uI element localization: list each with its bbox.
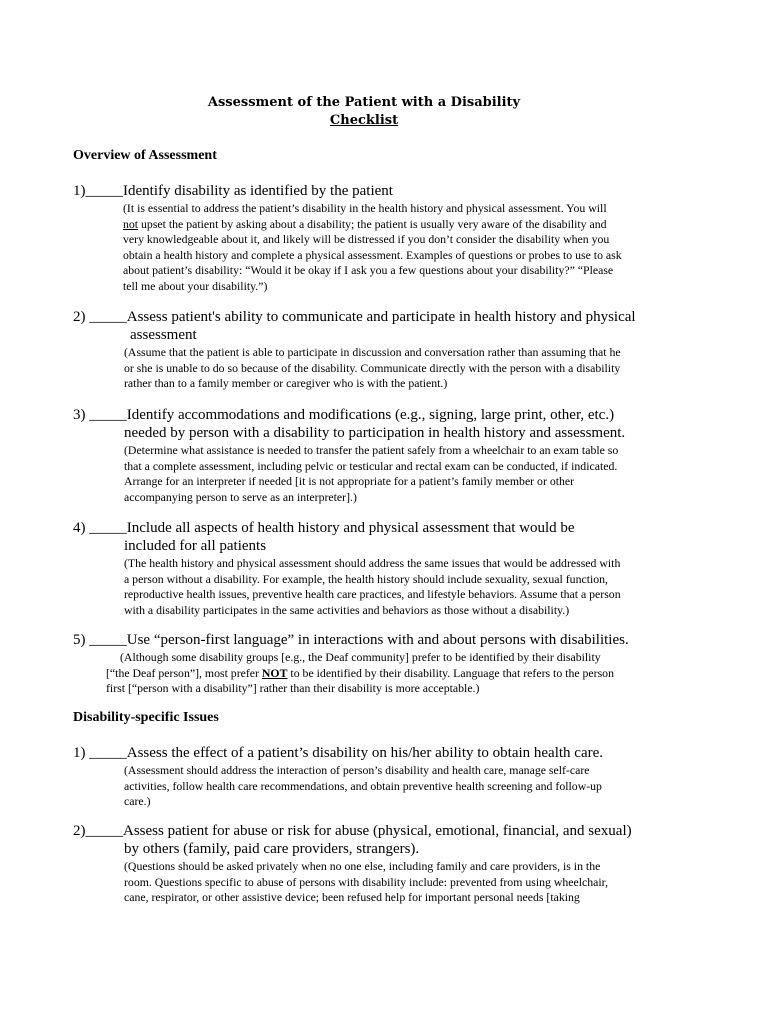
item-note: (Questions should be asked privately when no one else, including family and care providers, is in the room. Questions specific to abuse of persons with disability include: prevented from using wheelchair, cane, respirator, or other assistive device; been refused help for important personal needs [taking bbox=[124, 859, 609, 905]
item-number[interactable]: 2)_____ bbox=[73, 823, 123, 839]
item-text-cont: assessment bbox=[130, 327, 197, 343]
checklist-item bbox=[73, 822, 673, 906]
item-number[interactable]: 1) _____ bbox=[73, 745, 127, 761]
checklist-item bbox=[73, 406, 673, 505]
item-number[interactable]: 2) _____ bbox=[73, 309, 127, 325]
item-number[interactable]: 5) _____ bbox=[73, 632, 127, 648]
item-number[interactable]: 4) _____ bbox=[73, 520, 127, 536]
document-title: Assessment of the Patient with a Disability bbox=[207, 95, 521, 110]
checklist-item bbox=[73, 182, 673, 295]
item-note: (Assume that the patient is able to participate in discussion and conversation rather than assuming that he or she is unable to do so because of the disability. Communicate directly with the person with a disability rather than to a family member or caregiver who is with the patient.) bbox=[124, 345, 621, 391]
item-note: (Assessment should address the interaction of person’s disability and health care, manage self-care activities, follow health care recommendations, and obtain preventive health screening and follow-up care.) bbox=[124, 763, 602, 809]
item-text: Use “person-first language” in interactions with and about persons with disabilities. bbox=[126, 632, 629, 648]
checklist-item bbox=[73, 631, 673, 697]
item-note: (Although some disability groups [e.g., the Deaf community] prefer to be identified by their disability [“the Deaf person”], most prefer NOT to be identified by their disability. Language that refers to the person first [“person with a disability”] rather than their disability is more acceptable.) bbox=[106, 650, 614, 696]
section-heading-overview: Overview of Assessment bbox=[73, 148, 217, 163]
section-heading-disability-specific: Disability-specific Issues bbox=[73, 710, 219, 725]
item-text: Identify accommodations and modifications (e.g., signing, large print, other, etc.) bbox=[126, 407, 615, 423]
item-text: Assess patient for abuse or risk for abuse (physical, emotional, financial, and sexual) bbox=[123, 823, 632, 839]
item-number[interactable]: 1)_____ bbox=[73, 183, 123, 199]
item-text: Assess the effect of a patient’s disability on his/her ability to obtain health care. bbox=[126, 745, 604, 761]
checklist-item bbox=[73, 744, 673, 810]
item-note: (It is essential to address the patient’s disability in the health history and physical assessment. You will not upset the patient by asking about a disability; the patient is usually very aware of the disability and very knowledgeable about it, and likely will be distressed if you don’t consider the disability when you obtain a health history and complete a physical assessment. Examples of questions or probes to use to ask about patient’s disability: “Would it be okay if I ask you a few questions about your disability?” “Please tell me about your disability.”) bbox=[123, 201, 622, 293]
item-number[interactable]: 3) _____ bbox=[73, 407, 127, 423]
checklist-item bbox=[73, 308, 673, 392]
item-note: (The health history and physical assessment should address the same issues that would be addressed with a person without a disability. For example, the health history should include sexuality, sexual function, reproductive health issues, preventive health care practices, and lifestyle behaviors. Assume that a person with a disability participates in the same activities and behaviors as those without a disability.) bbox=[124, 556, 621, 617]
item-text-cont: needed by person with a disability to participation in health history and assessment. bbox=[124, 425, 626, 441]
document-subtitle: Checklist bbox=[329, 113, 399, 128]
item-note: (Determine what assistance is needed to transfer the patient safely from a wheelchair to an exam table so that a complete assessment, including pelvic or testicular and rectal exam can be conducted, if indicated. Arrange for an interpreter if needed [it is not appropriate for a patient’s family member or other accompanying person to serve as an interpreter].) bbox=[124, 443, 619, 504]
item-text-cont: included for all patients bbox=[124, 538, 267, 554]
item-text: Identify disability as identified by the patient bbox=[123, 183, 393, 199]
item-text-cont: by others (family, paid care providers, strangers). bbox=[124, 841, 420, 857]
checklist-item bbox=[73, 519, 673, 618]
item-text: Include all aspects of health history and physical assessment that would be bbox=[126, 520, 575, 536]
item-text: Assess patient's ability to communicate and participate in health history and physical bbox=[126, 309, 636, 325]
